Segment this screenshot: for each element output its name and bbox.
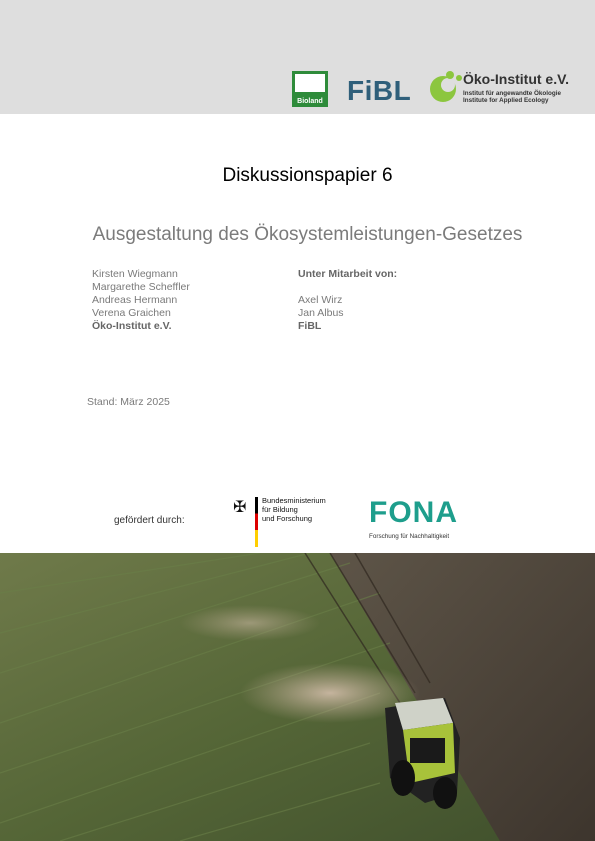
bmbf-line-2: für Bildung: [262, 505, 298, 514]
bmbf-line-1: Bundesministerium: [262, 496, 326, 505]
federal-eagle-icon: ✠: [233, 499, 247, 516]
collaboration-organization: FiBL: [298, 320, 322, 332]
author-name: Verena Graichen: [92, 307, 171, 319]
collaborator-name: Jan Albus: [298, 307, 344, 319]
fona-tagline: Forschung für Nachhaltigkeit: [369, 533, 450, 540]
tractor-field-photo: [0, 553, 595, 841]
german-flag-stripe: [255, 497, 258, 547]
fona-logo: FONA: [369, 496, 458, 529]
author-name: Kirsten Wiegmann: [92, 268, 178, 280]
author-name: Andreas Hermann: [92, 294, 178, 306]
document-title: Diskussionspapier 6: [222, 165, 393, 186]
funding-label: gefördert durch:: [114, 515, 185, 526]
oeko-institut-logo: [429, 71, 579, 109]
status-date: Stand: März 2025: [87, 396, 170, 408]
bioland-logo-text: Bioland: [297, 98, 323, 105]
bmbf-logo: [231, 495, 341, 549]
collaboration-list: [298, 268, 397, 333]
author-list: [92, 268, 190, 333]
tractor: [385, 698, 460, 809]
bioland-logo-mark: [295, 74, 325, 92]
bioland-logo: [292, 71, 328, 107]
collaborator-name: Axel Wirz: [298, 294, 343, 306]
oeko-institut-name: Öko-Institut e.V.: [463, 71, 570, 87]
oeko-leaf-icon: [429, 71, 463, 107]
header-band: [0, 0, 595, 114]
author-name: Margarethe Scheffler: [92, 281, 190, 293]
bmbf-line-3: und Forschung: [262, 514, 313, 523]
document-subtitle: Ausgestaltung des Ökosystemleistungen-Gesetzes: [92, 224, 523, 245]
author-organization: Öko-Institut e.V.: [92, 320, 172, 332]
fibl-logo: FiBL: [347, 75, 412, 106]
collaboration-heading: Unter Mitarbeit von:: [298, 268, 398, 280]
oeko-institut-subtitle-de: Institut für angewandte Ökologie: [463, 90, 561, 97]
oeko-institut-subtitle-en: Institute for Applied Ecology: [463, 97, 549, 104]
